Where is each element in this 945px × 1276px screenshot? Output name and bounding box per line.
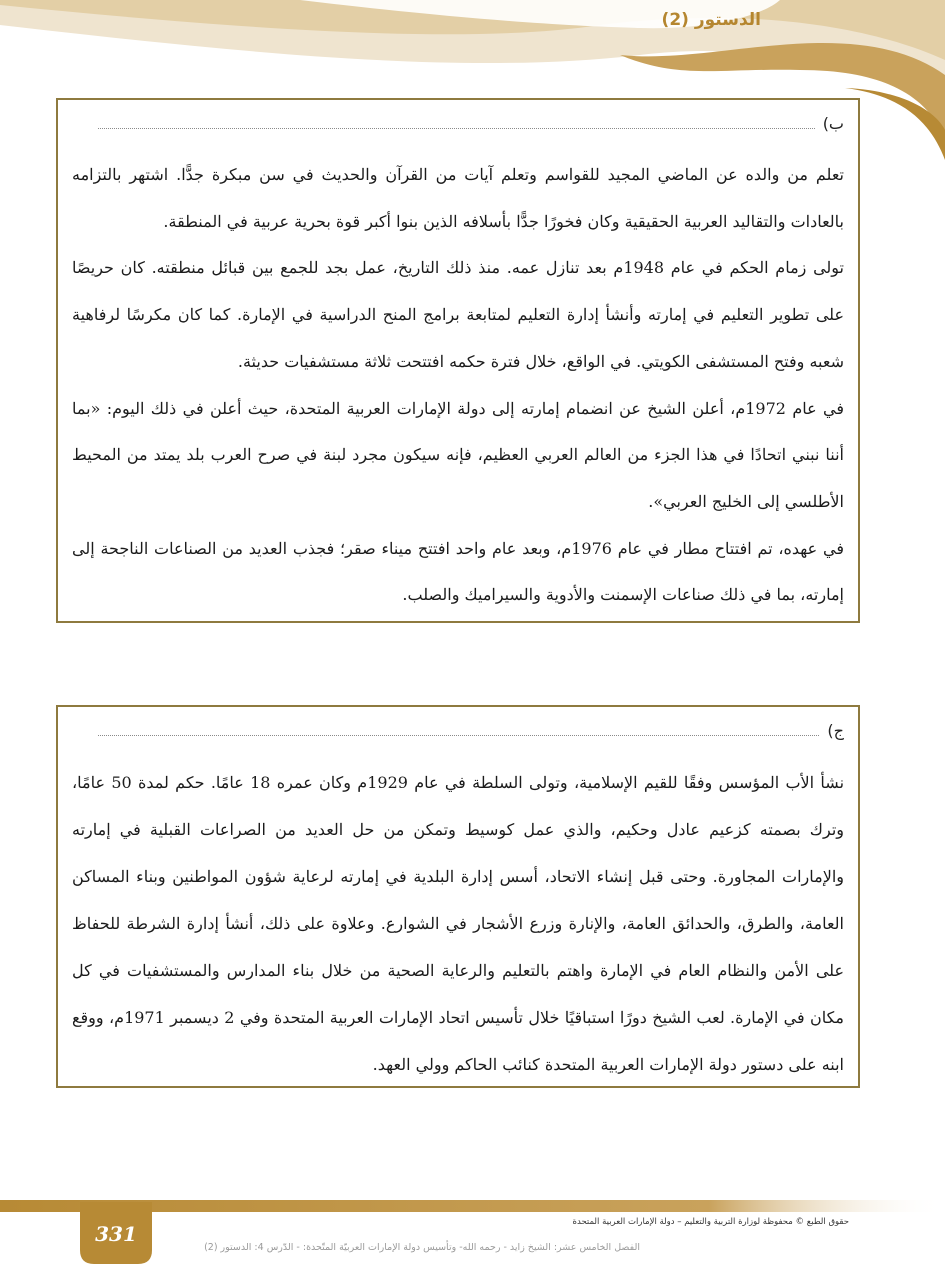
paragraph: تولى زمام الحكم في عام 1948م بعد تنازل عمه. منذ ذلك التاريخ، عمل بجد للجمع بين قبائل منطقته. كان حريصًا على تطوير التعليم في إمارته وأنشأ إدارة التعليم لمتابعة برامج المنح الدراسية في الإمارة. كما كان مكرسًا لرفاهية شعبه وفتح المستشفى الكويتي. في الواقع، خلال فترة حكمه افتتحت ثلاثة مستشفيات حديثة. <box>72 258 845 371</box>
section-b-header <box>98 114 844 133</box>
paragraph: في عهده، تم افتتاح مطار في عام 1976م، وبعد عام واحد افتتح ميناء صقر؛ فجذب العديد من الصناعات الناجحة إلى إمارته، بما في ذلك صناعات الإسمنت والأدوية والسيراميك والصلب. <box>72 538 844 605</box>
section-b-content <box>72 152 844 619</box>
section-c-letter: ج) <box>827 721 844 740</box>
answer-line <box>98 725 819 736</box>
section-b-box <box>56 98 860 623</box>
section-b-letter: ب) <box>822 114 844 133</box>
section-c-content <box>72 759 844 1088</box>
copyright-notice: حقوق الطبع © محفوظة لوزارة التربية والتعليم – دولة الإمارات العربية المتحدة <box>572 1217 849 1227</box>
section-c-box <box>56 705 860 1088</box>
breadcrumb: الفصل الخامس عشر: الشيخ زايد - رحمه الله- وتأسيس دولة الإمارات العربيّة المتّحدة: - الدّرس 4: الدستور (2) <box>204 1242 640 1253</box>
paragraph: نشأ الأب المؤسس وفقًا للقيم الإسلامية، وتولى السلطة في عام 1929م وكان عمره 18 عامًا. حكم لمدة 50 عامًا، وترك بصمته كزعيم عادل وحكيم، والذي عمل كوسيط وتمكن من حل العديد من الصراعات القبلية في إمارته والإمارات المجاورة. وحتى قبل إنشاء الاتحاد، أسس إدارة البلدية في إمارته لرعاية شؤون المواطنين وبناء المساكن العامة، والطرق، والحدائق العامة، والإنارة وزرع الأشجار في الشوارع. وعلاوة على ذلك، أنشأ إدارة الشرطة للحفاظ على الأمن والنظام العام في الإمارة واهتم بالتعليم والرعاية الصحية من خلال بناء المدارس والمستشفيات في كل مكان في الإمارة. لعب الشيخ دورًا استباقيًا خلال تأسيس اتحاد الإمارات العربية المتحدة وفي 2 ديسمبر 1971م، ووقع ابنه على دستور دولة الإمارات العربية المتحدة كنائب الحاكم وولي العهد. <box>72 773 845 1074</box>
lesson-title: الدستور (2) <box>661 10 761 30</box>
page-number: 331 <box>95 1222 137 1246</box>
paragraph: في عام 1972م، أعلن الشيخ عن انضمام إمارته إلى دولة الإمارات العربية المتحدة، حيث أعلن في ذلك اليوم: «بما أننا نبني اتحادًا في هذا الجزء من العالم العربي العظيم، فإنه سيكون مجرد لبنة في صرح العرب بلد يمتد من المحيط الأطلسي إلى الخليج العربي». <box>72 398 844 511</box>
paragraph: تعلم من والده عن الماضي المجيد للقواسم وتعلم آيات من القرآن والحديث في سن مبكرة جدًّا. اشتهر بالتزامه بالعادات والتقاليد العربية الحقيقية وكان فخورًا جدًّا بأسلافه الذين بنوا أكبر قوة بحرية عربية في المنطقة. <box>72 165 844 231</box>
section-c-header <box>98 721 844 740</box>
answer-line <box>98 118 815 129</box>
